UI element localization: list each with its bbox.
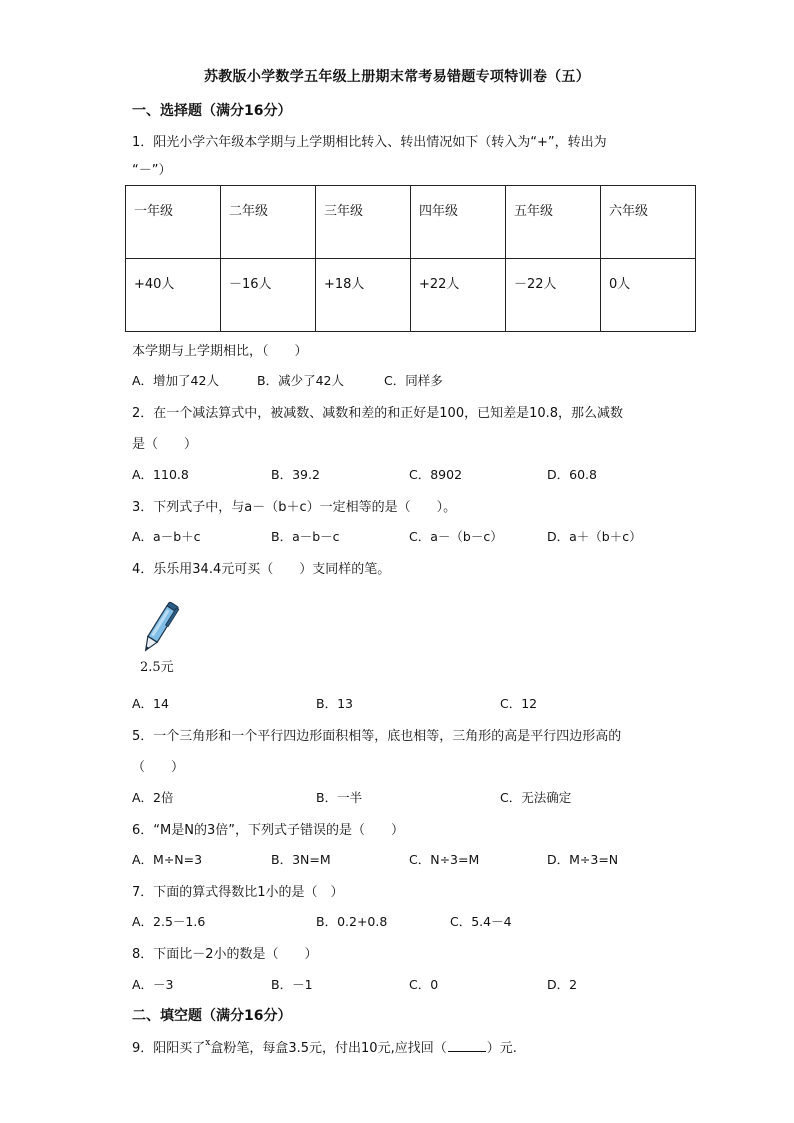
option-c[interactable]: C．N÷3=M — [409, 852, 480, 867]
option-b[interactable]: B．一半 — [316, 790, 363, 805]
option-b[interactable]: B．0.2+0.8 — [316, 914, 388, 929]
q2-text-line2: 是（ ） — [132, 437, 198, 452]
pen-icon — [134, 596, 184, 660]
option-d[interactable]: D．2 — [547, 977, 578, 992]
option-b[interactable]: B．a－b－c — [271, 529, 340, 544]
variable-x: x — [205, 1038, 211, 1048]
option-a[interactable]: A．2倍 — [132, 790, 174, 805]
option-b[interactable]: B．减少了42人 — [257, 373, 344, 388]
section-1-heading: 一、选择题（满分16分） — [132, 103, 292, 119]
q9-text — [132, 1037, 517, 1056]
option-d[interactable]: D．M÷3=N — [547, 852, 619, 867]
table-cell: 四年级 — [411, 186, 506, 259]
pen-price-label: 2.5元 — [140, 660, 174, 675]
q3-options — [132, 527, 692, 545]
q3-text-line1: 3．下列式子中，与a－（b＋c）一定相等的是（ ）。 — [132, 500, 457, 515]
table-cell: －16人 — [221, 259, 316, 332]
option-a[interactable]: A．－3 — [132, 977, 174, 992]
table-header-row — [126, 186, 696, 259]
q4-text-line1: 4．乐乐用34.4元可买（ ）支同样的笔。 — [132, 562, 391, 577]
answer-blank[interactable] — [448, 1039, 486, 1052]
option-d[interactable]: D．60.8 — [547, 467, 597, 482]
q4-options — [132, 694, 692, 712]
option-b[interactable]: B．－1 — [271, 977, 313, 992]
table-row — [126, 259, 696, 332]
option-d[interactable]: D．a＋（b＋c） — [547, 529, 642, 544]
table-cell: +22人 — [411, 259, 506, 332]
table-cell: 一年级 — [126, 186, 221, 259]
option-b[interactable]: B．13 — [316, 696, 353, 711]
option-c[interactable]: C．12 — [500, 696, 538, 711]
q2-text-line1: 2．在一个减法算式中，被减数、减数和差的和正好是100，已知差是10.8，那么减数 — [132, 406, 624, 421]
q1-text-line2: “－”） — [132, 163, 172, 178]
table-cell: －22人 — [506, 259, 601, 332]
option-b[interactable]: B．39.2 — [271, 467, 320, 482]
q5-text-line2: （ ） — [132, 760, 185, 775]
option-c[interactable]: C．同样多 — [384, 373, 443, 388]
option-a[interactable]: A．增加了42人 — [132, 373, 219, 388]
q9-prefix: 9．阳阳买了 — [132, 1041, 206, 1056]
table-cell: 五年级 — [506, 186, 601, 259]
grade-transfer-table — [125, 185, 696, 332]
table-cell: +40人 — [126, 259, 221, 332]
q6-text-line1: 6．“M是N的3倍”，下列式子错误的是（ ） — [132, 823, 404, 838]
option-a[interactable]: A．M÷N=3 — [132, 852, 203, 867]
option-a[interactable]: A．2.5－1.6 — [132, 914, 206, 929]
option-a[interactable]: A．a－b＋c — [132, 529, 201, 544]
q7-options — [132, 912, 692, 930]
section-2-heading: 二、填空题（满分16分） — [132, 1008, 292, 1024]
q2-options — [132, 465, 692, 483]
q9-middle: 盒粉笔，每盒3.5元，付出10元,应找回（ — [210, 1041, 447, 1056]
option-c[interactable]: C．8902 — [409, 467, 463, 482]
option-b[interactable]: B．3N=M — [271, 852, 331, 867]
table-cell: 二年级 — [221, 186, 316, 259]
option-a[interactable]: A．14 — [132, 696, 169, 711]
q1-options — [132, 371, 692, 389]
q1-stem: 本学期与上学期相比，（ ） — [132, 344, 308, 359]
table-cell: +18人 — [316, 259, 411, 332]
q5-text-line1: 5．一个三角形和一个平行四边形面积相等，底也相等，三角形的高是平行四边形高的 — [132, 729, 622, 744]
option-c[interactable]: C．无法确定 — [500, 790, 572, 805]
table-cell: 三年级 — [316, 186, 411, 259]
q8-options — [132, 975, 692, 993]
option-c[interactable]: C．0 — [409, 977, 439, 992]
q1-text-line1: 1．阳光小学六年级本学期与上学期相比转入、转出情况如下（转入为“+”，转出为 — [132, 135, 607, 150]
q5-options — [132, 788, 692, 806]
q8-text-line1: 8．下面比－2小的数是（ ） — [132, 947, 318, 962]
page-title: 苏教版小学数学五年级上册期末常考易错题专项特训卷（五） — [203, 69, 591, 85]
option-c[interactable]: C．5.4－4 — [450, 914, 512, 929]
option-a[interactable]: A．110.8 — [132, 467, 189, 482]
q6-options — [132, 850, 692, 868]
q7-text-line1: 7．下面的算式得数比1小的是（ ） — [132, 885, 344, 900]
q9-suffix: ）元. — [486, 1041, 517, 1056]
table-cell: 0人 — [601, 259, 696, 332]
table-cell: 六年级 — [601, 186, 696, 259]
option-c[interactable]: C．a－（b－c） — [409, 529, 503, 544]
